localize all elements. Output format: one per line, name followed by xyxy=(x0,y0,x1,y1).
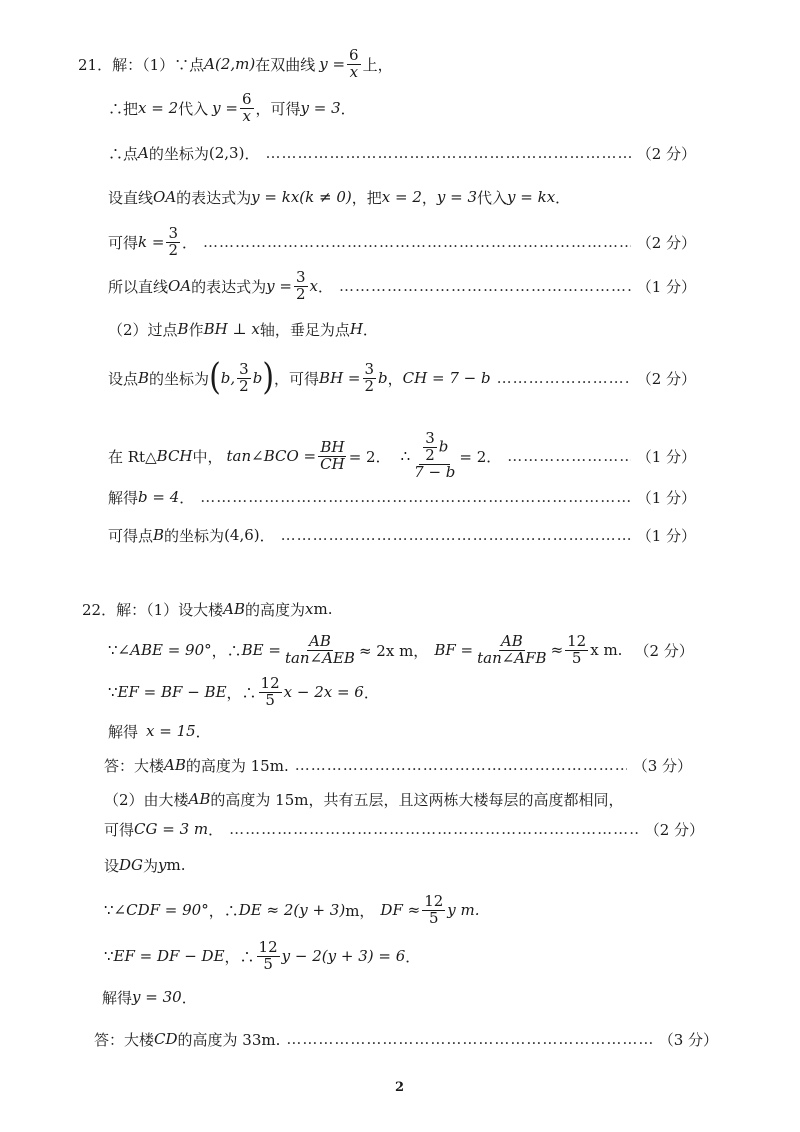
leader-dots xyxy=(229,820,639,838)
fraction-3-over-2: $\frac{3}{2}$ xyxy=(364,359,375,395)
q21-line-2: ∴把 x = 2 代入 y = $\frac{6}{x}$ ，可得 y = 3 ． xyxy=(108,89,356,125)
leader-dots xyxy=(281,526,631,544)
leader-dots xyxy=(200,488,630,506)
score-points: （2 分） xyxy=(644,820,704,839)
score-points: （1 分） xyxy=(636,447,696,466)
q21-line-final: 可得点 B 的坐标为 (4,6) ． ………………………………………………………………………………………………………………………………………………………………… （1 分） xyxy=(108,520,696,550)
q22-line-dg: 设 DG 为 y m. xyxy=(104,856,186,875)
leader-dots xyxy=(507,447,630,465)
score-points: （3 分） xyxy=(632,756,692,775)
q22-line-answer2: 答：大楼 CD 的高度为 33m. ………………………………………………………………………………………………………………………………………………………………… （3 分） xyxy=(94,1024,718,1054)
q22-line-1: 22． 解：（1）设大楼 AB 的高度为 x m. xyxy=(82,600,333,619)
q22-line-cg: 可得 CG = 3 m ． ………………………………………………………………………………………………………………………………………………………………… （2 分） xyxy=(104,814,704,844)
fraction-12-over-5: $\frac{12}{5}$ xyxy=(424,891,444,927)
q21-part2-intro: （2）过点 B 作 BH ⊥ x 轴，垂足为点 H ． xyxy=(108,320,378,339)
q22-line-solve2: 解得 y = 30 ． xyxy=(102,988,197,1007)
q22-part2-intro: （2）由大楼 AB 的高度为 15m，共有五层，且这两栋大楼每层的高度都相同， xyxy=(104,790,624,809)
score-points: （2 分） xyxy=(634,641,694,660)
score-points: （1 分） xyxy=(636,526,696,545)
score-points: （1 分） xyxy=(636,488,696,507)
fraction-3-over-2: $\frac{3}{2}$ xyxy=(239,359,249,395)
fraction-12-over-5: $\frac{12}{5}$ xyxy=(260,673,280,709)
score-points: （2 分） xyxy=(636,233,696,252)
fraction-bh-over-ch: $\frac{BH}{CH}$ xyxy=(320,437,345,473)
score-points: （2 分） xyxy=(636,369,696,388)
score-points: （2 分） xyxy=(636,144,696,163)
leader-dots xyxy=(295,756,627,774)
leader-dots xyxy=(497,369,631,387)
leader-dots xyxy=(203,233,631,251)
fraction-6-over-x: $\frac{6}{x}$ xyxy=(349,45,359,81)
leader-dots xyxy=(265,144,630,162)
fraction-6-over-x: $\frac{6}{x}$ xyxy=(241,89,252,125)
fraction-12-over-5: $\frac{12}{5}$ xyxy=(567,631,587,667)
fraction-ab-over-tan-aeb: $\frac{AB}{\text{tan∠AEB}}$ xyxy=(284,631,355,667)
q22-line-answer1: 答：大楼 AB 的高度为 15m. ………………………………………………………………………………………………………………………………………………………………… （3 分） xyxy=(104,750,692,780)
fraction-ab-over-tan-afb: $\frac{AB}{\text{tan∠AFB}}$ xyxy=(477,631,547,667)
q21-line-solve: 解得 b = 4 ． ………………………………………………………………………………………………………………………………………………………………… （1 分） xyxy=(108,482,696,512)
leader-dots xyxy=(339,277,631,295)
q21-number: 21． xyxy=(78,55,113,74)
q22-line-3: ∵ EF = BF − BE ，∴ $\frac{12}{5}$ x − 2x = 6 ． xyxy=(108,673,379,709)
q22-number: 22． xyxy=(82,600,117,619)
leader-dots xyxy=(286,1030,652,1048)
score-points: （1 分） xyxy=(636,277,696,296)
q21-line-4: 设直线 OA 的表达式为 y = kx(k ≠ 0) ，把 x = 2 ， y = 3 代入 y = kx ． xyxy=(108,188,571,207)
page-number: 2 xyxy=(395,1080,405,1095)
q22-line-solve1: 解得 x = 15 ． xyxy=(108,722,211,741)
fraction-3-over-2: $\frac{3}{2}$ xyxy=(295,267,306,303)
q21-line-1: 21． 解：（1）∵点 A(2,m) 在双曲线 y = $\frac{6}{x}$ 上， xyxy=(78,45,393,81)
q21-line-b-coord: 设点 B 的坐标为 ( b, $\frac{3}{2}$ b ) ，可得 BH = $\frac{3}{2}$ b ， CH = 7 − b ………………………………………………………………………………………………………………………………………………………………… （2 分） xyxy=(108,356,696,400)
fraction-3-over-2: $\frac{3}{2}$ xyxy=(168,223,178,259)
q21-line-5: 可得 k = $\frac{3}{2}$ ． ………………………………………………………………………………………………………………………………………………………………… （2 分） xyxy=(108,222,696,262)
q22-line-s4: ∵ EF = DF − DE ，∴ $\frac{12}{5}$ y − 2(y + 3) = 6 ． xyxy=(104,937,421,973)
q21-line-3: ∴点 A 的坐标为 (2,3) ． ………………………………………………………………………………………………………………………………………………………………… （2 分） xyxy=(108,138,696,168)
q21-line-6: 所以直线 OA 的表达式为 y = $\frac{3}{2}$ x ． ………………………………………………………………………………………………………………………………………………………………… （1 分） xyxy=(108,266,696,306)
q21-line-rt: 在 Rt△ BCH 中， tan∠BCO = $\frac{BH}{CH}$ = 2． ∴ $\frac{3}{2}$ b 7 − b = 2． ………………………………………………………………………………………………………………………………………………………………… （1 分） xyxy=(108,424,696,488)
fraction-nested: $\frac{3}{2}$ b 7 − b xyxy=(414,429,456,481)
fraction-12-over-5: $\frac{12}{5}$ xyxy=(258,937,278,973)
score-points: （3 分） xyxy=(658,1030,718,1049)
q22-line-s3: ∵ ∠CDF = 90° ，∴ DE ≈ 2(y + 3) m， DF ≈ $\frac{12}{5}$ y m. xyxy=(104,891,480,927)
q22-line-2: ∵ ∠ABE = 90° ，∴ BE = $\frac{AB}{\text{tan∠AEB}}$ ≈ 2x m， BF = $\frac{AB}{\text{tan∠AFB}}$ ≈ $\frac{12}{5}$ x m. （2 分） xyxy=(108,631,694,667)
